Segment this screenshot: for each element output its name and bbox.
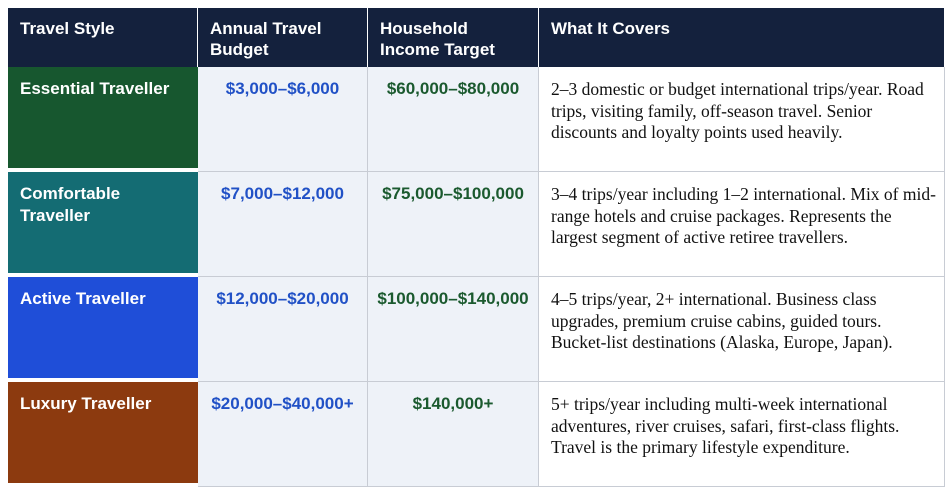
row-comfortable-covers: 3–4 trips/year including 1–2 international. Mix of mid-range hotels and cruise packages. Represents the largest segment of active retiree travellers.: [539, 172, 945, 277]
row-comfortable-style: Comfortable Traveller: [8, 172, 198, 277]
row-active-budget: $12,000–$20,000: [198, 277, 368, 382]
row-comfortable-income: $75,000–$100,000: [368, 172, 539, 277]
row-essential-covers: 2–3 domestic or budget international trips/year. Road trips, visiting family, off-season travel. Senior discounts and loyalty points used heavily.: [539, 67, 945, 172]
row-essential-income: $60,000–$80,000: [368, 67, 539, 172]
row-essential-budget: $3,000–$6,000: [198, 67, 368, 172]
row-luxury-income: $140,000+: [368, 382, 539, 487]
header-household-income-target: Household Income Target: [368, 8, 539, 67]
row-active-covers: 4–5 trips/year, 2+ international. Business class upgrades, premium cruise cabins, guided tours. Bucket-list destinations (Alaska, Europe, Japan).: [539, 277, 945, 382]
row-active-style: Active Traveller: [8, 277, 198, 382]
header-what-it-covers: What It Covers: [539, 8, 945, 67]
row-comfortable-budget: $7,000–$12,000: [198, 172, 368, 277]
row-luxury-style: Luxury Traveller: [8, 382, 198, 487]
row-essential-style: Essential Traveller: [8, 67, 198, 172]
row-luxury-covers: 5+ trips/year including multi-week international adventures, river cruises, safari, first-class flights. Travel is the primary lifestyle expenditure.: [539, 382, 945, 487]
header-annual-travel-budget: Annual Travel Budget: [198, 8, 368, 67]
row-active-income: $100,000–$140,000: [368, 277, 539, 382]
travel-budget-table: [8, 8, 945, 487]
header-travel-style: Travel Style: [8, 8, 198, 67]
row-luxury-budget: $20,000–$40,000+: [198, 382, 368, 487]
